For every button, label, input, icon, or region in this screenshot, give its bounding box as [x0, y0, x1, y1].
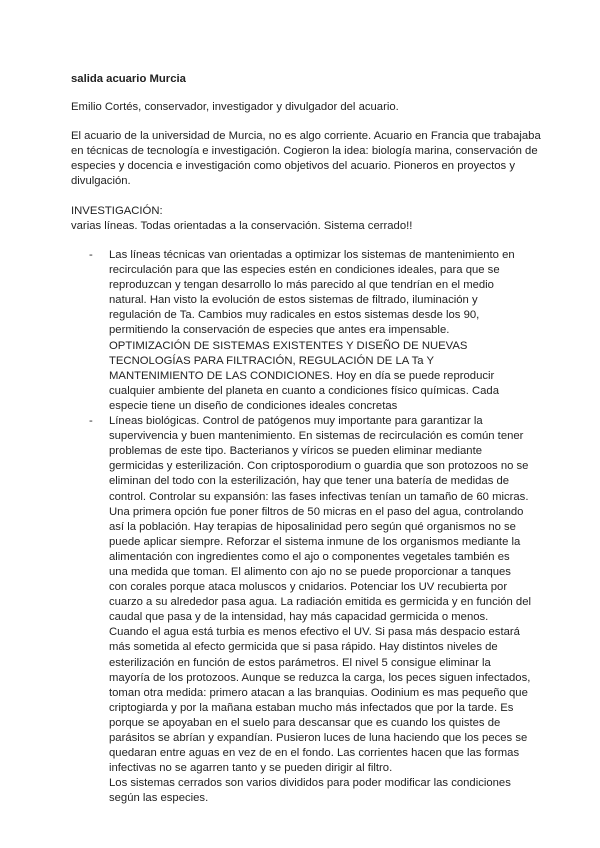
list-item: [71, 414, 531, 776]
bullet-text: Líneas biológicas. Control de patógenos muy importante para garantizar la supervivencia y buen mantenimiento. En sistemas de recirculación es común tener problemas de este tipo. Bacterianos y víricos se pueden eliminar mediante germicidas y esterilización. Con criptosporodium o guardia que son protozoos no se eliminan del todo con la esterilización, hay que tener una batería de medidas de control. Controlar su expansión: las fases infectivas tenían un tamaño de 60 micras. Una primera opción fue poner filtros de 50 micras en el paso del agua, controlando así la población. Hay terapias de hiposalinidad pero según qué organismos no se puede aplicar siempre. Reforzar el sistema inmune de los organismos mediante la alimentación con ingredientes como el ajo o componentes vegetales también es una medida que toman. El alimento con ajo no se puede proporcionar a tanques con corales porque ataca moluscos y cnidarios. Potenciar los UV recubierta por cuarzo a su alrededor pasa agua. La radiación emitida es germicida y en función del caudal que pasa y de la intensidad, hay más capacidad germicida o menos. Cuando el agua está turbia es menos efectivo el UV. Si pasa más despacio estará más sometida al efecto germicida que si pasa rápido. Hay distintos niveles de esterilización en función de estos parámetros. El nivel 5 consigue eliminar la mayoría de los protozoos. Aunque se reduzca la carga, los peces siguen infectados, toman otra medida: primero atacan a las branquias. Oodinium es mas pequeño que criptogiarda y por la mañana estaban mucho más infectados que por la tarde. Es porque se apoyaban en el suelo para descansar que es cuando los quistes de parásitos se abrían y expandían. Pusieron luces de luna haciendo que los peces se quedaran entre aguas en vez de en el fondo. Las corrientes hacen que las formas infectivas no se agarren tanto y se pueden dirigir al filtro.: [109, 415, 532, 775]
intro-paragraph: El acuario de la universidad de Murcia, no es algo corriente. Acuario en Francia que trabajaba en técnicas de tecnología e investigación. Cogieron la idea: biología marina, conservación de especies y docencia e investigación como objetivos del acuario. Pioneros en proyectos y divulgación.: [71, 130, 541, 187]
document-subtitle: Emilio Cortés, conservador, investigador y divulgador del acuario.: [71, 101, 399, 113]
section-investigacion: [71, 204, 412, 234]
document-title: salida acuario Murcia: [71, 73, 186, 85]
bullet-text: Las líneas técnicas van orientadas a optimizar los sistemas de mantenimiento en recirculación para que las especies estén en condiciones ideales, para que se reproduzcan y tengan desarrollo lo más parecido al que tendrían en el medio natural. Han visto la evolución de estos sistemas de filtrado, iluminación y regulación de Ta. Cambios muy radicales en estos sistemas desde los 90, permitiendo la conservación de especies que antes era impensable. OPTIMIZACIÓN DE SISTEMAS EXISTENTES Y DISEÑO DE NUEVAS TECNOLOGÍAS PARA FILTRACIÓN, REGULACIÓN DE LA Ta Y MANTENIMIENTO DE LAS CONDICIONES. Hoy en día se puede reproducir cualquier ambiente del planeta en cuanto a condiciones físico químicas. Cada especie tiene un diseño de condiciones ideales concretas: [109, 249, 515, 412]
list-item: [71, 248, 531, 414]
section-heading: INVESTIGACIÓN:: [71, 205, 163, 217]
bullet-marker: -: [89, 415, 93, 428]
section-subheading: varias líneas. Todas orientadas a la conservación. Sistema cerrado!!: [71, 220, 413, 232]
bullet-list: [71, 248, 531, 806]
closing-paragraph: Los sistemas cerrados son varios divididos para poder modificar las condiciones según las especies.: [109, 777, 511, 805]
bullet-marker: -: [89, 249, 93, 261]
